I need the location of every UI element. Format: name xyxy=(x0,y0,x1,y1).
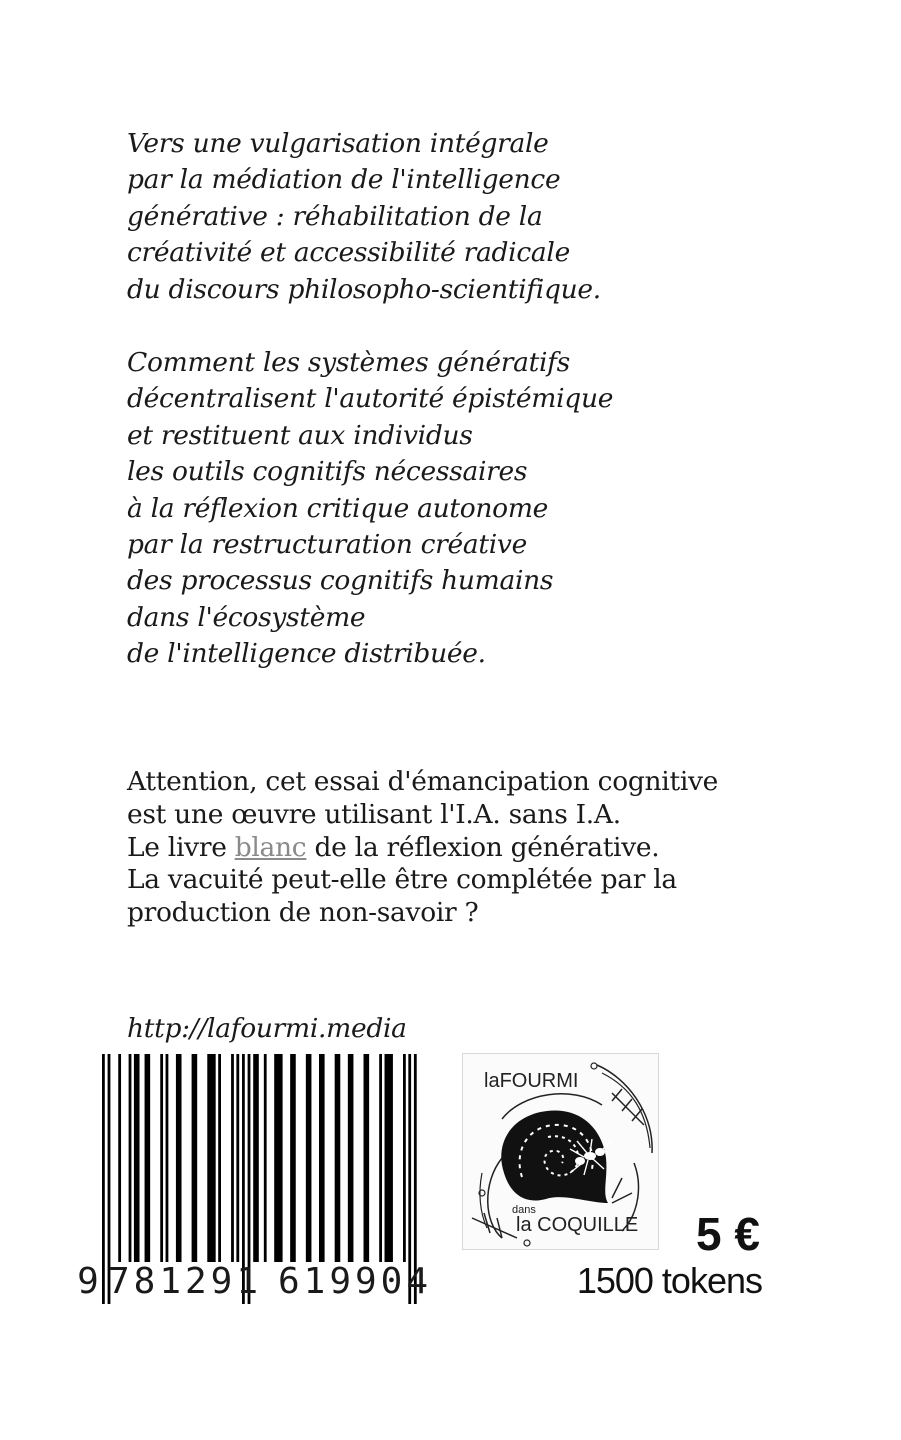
logo-title-text: laFOURMI xyxy=(484,1070,579,1092)
text-line: des processus cognitifs humains xyxy=(127,565,554,597)
isbn-first-digit: 9 xyxy=(77,1261,99,1302)
text-line: du discours philosopho-scientifique. xyxy=(127,273,601,305)
text-line: Attention, cet essai d'émancipation cognitive xyxy=(127,766,719,797)
token-price: 1500 tokens xyxy=(576,1260,762,1301)
text-line xyxy=(127,832,827,865)
text-fragment: de la réflexion générative. xyxy=(306,831,660,863)
text-line: production de non-savoir ? xyxy=(127,897,479,929)
text-line: les outils cognitifs nécessaires xyxy=(127,456,528,488)
description-paragraph-1 xyxy=(127,126,767,308)
text-line: décentralisent l'autorité épistémique xyxy=(127,383,614,415)
price: 5 € xyxy=(696,1208,760,1260)
text-line: créativité et accessibilité radicale xyxy=(127,237,570,269)
website-link[interactable]: http://lafourmi.media xyxy=(127,1013,407,1044)
warning-paragraph xyxy=(127,766,827,930)
isbn-right-group: 619904 xyxy=(277,1261,433,1302)
text-line: et restituent aux individus xyxy=(127,419,473,451)
text-line: par la médiation de l'intelligence xyxy=(127,164,561,196)
text-line: à la réflexion critique autonome xyxy=(127,492,549,524)
text-line: est une œuvre utilisant l'I.A. sans I.A. xyxy=(127,798,621,830)
text-line: Comment les systèmes génératifs xyxy=(127,347,570,378)
text-line: La vacuité peut-elle être complétée par la xyxy=(127,864,677,896)
isbn-digits xyxy=(76,1260,446,1304)
text-line: générative : réhabilitation de la xyxy=(127,200,543,232)
text-line: de l'intelligence distribuée. xyxy=(127,638,486,670)
description-paragraph-2 xyxy=(127,345,767,673)
blanc-link[interactable]: blanc xyxy=(234,831,307,863)
logo-middle-text: dans xyxy=(512,1204,536,1216)
text-line: dans l'écosystème xyxy=(127,601,366,633)
text-line: Vers une vulgarisation intégrale xyxy=(127,128,549,159)
text-fragment: Le livre xyxy=(127,831,235,863)
logo-bottom-text: la COQUILLE xyxy=(516,1214,639,1236)
publisher-logo xyxy=(462,1053,659,1250)
isbn-left-group: 781291 xyxy=(107,1261,263,1302)
text-line: par la restructuration créative xyxy=(127,529,527,561)
